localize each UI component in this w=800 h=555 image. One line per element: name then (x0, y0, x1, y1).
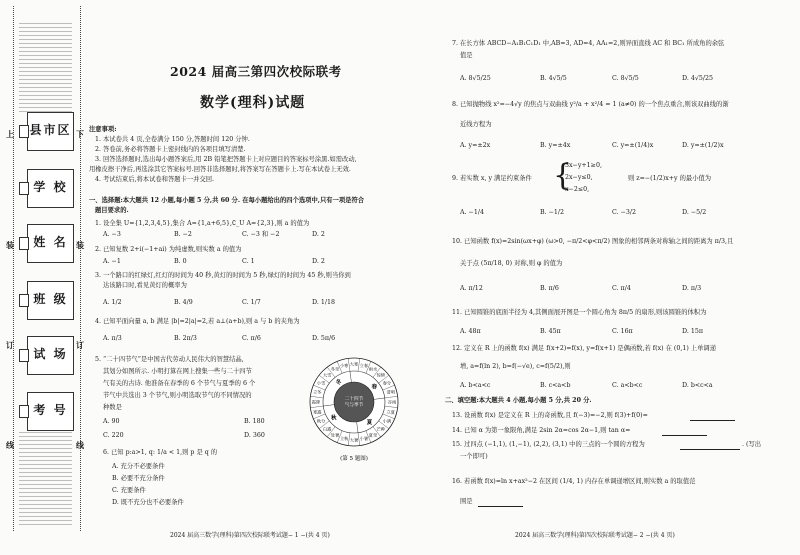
field-name-label: 姓 名 (33, 235, 68, 249)
field-number-label: 考 号 (33, 403, 68, 417)
q11-stem: 11. 已知圆锥的底面半径为 4,其侧面展开图是一个圆心角为 8π/5 的扇形,则该圆锥的体积为 (452, 309, 707, 316)
footer-left: 2024 届高三数学(理科)第四次校际联考试题− 1 −(共 4 页) (170, 532, 330, 539)
q1-opt-a: A. −3 (103, 231, 121, 238)
q1-opt-d: D. 2 (312, 231, 325, 238)
notice-item-4: 4. 考试结束后,将本试卷和答题卡一并交回. (95, 176, 215, 183)
field-number-tab (19, 405, 29, 418)
q6-stem: 6. 已知 p:a>1, q: 1/a < 1,则 p 是 q 的 (103, 449, 218, 456)
field-class-tab (19, 294, 29, 307)
wheel-term-label: 清明 (386, 389, 395, 395)
q8-stem: 8. 已知抛物线 x²=−4√y 的焦点与双曲线 y²/a + x²/4 = 1 (a≠0) 的一个焦点重合,则该双曲线的渐 (452, 101, 729, 108)
q6-opt-d: D. 既不充分也不必要条件 (112, 499, 184, 506)
field-county-tab (19, 125, 29, 138)
field-name-box (27, 224, 74, 263)
wheel-term-label: 小满 (382, 418, 392, 424)
q9-opt-d: D. −5/2 (682, 209, 707, 216)
side-low-left: 订 (6, 340, 14, 350)
side-bot-left: 线 (6, 440, 14, 450)
q5-line-4: 节气中共选出 3 个节气,则小明选取节气的不同情况的 (103, 392, 252, 399)
field-room-label: 试 场 (33, 347, 68, 361)
q7-stem: 7. 在长方体 ABCD−A₁B₁C₁D₁ 中,AB=3, AD=4, AA₁=2,则异面直线 AC 和 BC₁ 所成角的余弦 (452, 40, 725, 47)
wheel-term-label: 谷雨 (387, 399, 397, 405)
wheel-inner-ring (334, 382, 374, 422)
q12-stem: 12. 定义在 R 上的函数 f(x) 满足 f(x+2)=f(x), y=f(x+1) 是偶函数,若 f(x) 在 (0,1) 上单调递 (452, 345, 716, 352)
q6-opt-c: C. 充要条件 (112, 487, 146, 494)
q10-opt-c: C. π/4 (612, 285, 631, 292)
q6-opt-a: A. 充分不必要条件 (112, 463, 165, 470)
field-county-label: 县市区 (29, 123, 72, 137)
q2-stem: 2. 已知复数 2+i(−1+ai) 为纯虚数,则实数 a 的值为 (95, 246, 242, 253)
exam-title: 2024 届高三第四次校际联考 (170, 64, 342, 79)
q15-tail: . (写出 (742, 441, 762, 448)
q11-opt-d: D. 15π (682, 328, 703, 335)
q9-constraint-1: 3x−y+1≥0, (565, 162, 602, 169)
field-number-box (27, 392, 74, 431)
wheel-term-label: 冬至 (330, 366, 340, 372)
q9-brace: { (553, 158, 573, 193)
wheel-season-label: 春 (371, 384, 377, 391)
q2-opt-b: B. 0 (174, 258, 187, 265)
q12-opt-d: D. b<c<a (682, 382, 713, 389)
field-class-box (27, 281, 74, 320)
q5-line-1: 5. “二十四节气”是中国古代劳动人民伟大的智慧结晶, (95, 356, 244, 363)
wheel-term-label: 大暑 (349, 437, 359, 443)
q4-opt-c: C. π/6 (242, 335, 261, 342)
side-bot-right: 线 (76, 440, 84, 450)
q5-opt-c: C. 220 (103, 432, 124, 439)
side-top-right: 下 (76, 129, 84, 139)
wheel-term-label: 惊蛰 (376, 372, 386, 378)
q16-stem-2: 围是 (460, 498, 473, 505)
field-school-box (27, 169, 74, 208)
q7-opt-b: B. 4√5/5 (540, 75, 567, 82)
q15-stem: 15. 过四点 (−1,1), (1,−1), (2,2), (3,1) 中的三点的一个圆的方程为 (452, 441, 645, 448)
q5-line-2: 其划分如图所示. 小明打算在网上搜集一些与二十四节 (103, 368, 252, 375)
wheel-caption: (第 5 题图) (340, 456, 368, 462)
q9-opt-a: A. −1/4 (460, 209, 484, 216)
wheel-term-label: 大雪 (322, 372, 332, 378)
q4-opt-b: B. 2π/3 (174, 335, 197, 342)
q9-opt-b: B. −1/2 (540, 209, 565, 216)
q7-opt-d: D. 4√5/25 (682, 75, 713, 82)
wheel-term-label: 小暑 (359, 436, 369, 442)
wheel-term-label: 秋分 (316, 418, 326, 424)
q2-opt-a: A. −1 (103, 258, 121, 265)
wheel-term-label: 立冬 (313, 389, 322, 395)
q8-opt-a: A. y=±2x (460, 142, 491, 149)
q13-stem: 13. 设函数 f(x) 是定义在 R 上的奇函数,且 f(−3)=−2,则 f(3)+f(0)= (452, 412, 648, 419)
q3-stem-2: 达该路口时,看见黄灯的概率为 (103, 282, 187, 289)
q8-opt-d: D. y=±(1/2)x (682, 142, 724, 149)
q9-constraint-2: 2x−y≤0, (565, 174, 593, 181)
side-mid-left: 装 (6, 240, 14, 250)
field-school-label: 学 校 (33, 180, 68, 194)
wheel-center-line-2: 气与季节 (344, 403, 364, 408)
q2-opt-d: D. 2 (312, 258, 325, 265)
exam-subject: 数学(理科)试题 (200, 95, 306, 111)
wheel-term-label: 大寒 (349, 361, 359, 367)
q8-opt-b: B. y=±4x (540, 142, 571, 149)
field-room-box (27, 336, 74, 375)
q10-opt-a: A. π/12 (460, 285, 483, 292)
cut-line-left (13, 6, 14, 531)
side-mid-right: 装 (76, 240, 84, 250)
wheel-season-label: 冬 (335, 379, 342, 386)
q3-opt-c: C. 1/7 (242, 299, 261, 306)
solar-terms-wheel (308, 356, 400, 464)
wheel-term-label: 立秋 (339, 436, 349, 442)
side-low-right: 订 (76, 340, 84, 350)
cut-line-right (80, 6, 81, 531)
wheel-term-label: 小寒 (339, 362, 349, 368)
wheel-term-label: 立春 (359, 362, 369, 368)
q4-opt-a: A. π/3 (103, 335, 122, 342)
notice-item-1: 1. 本试卷共 4 页,全卷满分 150 分,答题时间 120 分钟. (95, 136, 250, 143)
q3-opt-b: B. 4/9 (174, 299, 193, 306)
wheel-term-label: 夏至 (368, 432, 378, 438)
q2-opt-c: C. 1 (242, 258, 255, 265)
wheel-term-label: 寒露 (313, 409, 322, 415)
q10-stem-2: 关于点 (5π/18, 0) 对称,则 φ 的值为 (460, 260, 563, 267)
wheel-term-label: 雨水 (368, 366, 378, 372)
q1-opt-c: C. −3 和 −2 (242, 231, 280, 238)
q5-line-5: 种数是 (103, 404, 122, 411)
q7-stem-2: 值是 (460, 52, 473, 59)
q12-stem-2: 增, a=f(ln 2), b=f(−√e), c=f(5/2),则 (460, 363, 571, 370)
q4-opt-d: D. 5π/6 (312, 335, 336, 342)
notice-item-3b: 用橡皮擦干净后,再选涂其它答案标号.回答非选择题时,将答案写在答题卡上.写在本试卷上无效. (89, 166, 351, 173)
q8-opt-c: C. y=±(1/4)x (612, 142, 654, 149)
side-top-left: 上 (6, 129, 14, 139)
q7-opt-a: A. 8√5/25 (460, 75, 491, 82)
notice-item-2: 2. 答卷前,务必将答题卡上密封线内的各项目填写清楚. (95, 146, 246, 153)
q1-opt-b: B. −2 (174, 231, 192, 238)
wheel-term-label: 处暑 (330, 432, 340, 438)
q5-opt-d: D. 360 (244, 432, 265, 439)
wheel-season-label: 秋 (331, 415, 337, 422)
field-school-tab (19, 182, 29, 195)
footer-right: 2024 届高三数学(理科)第四次校际联考试题− 2 −(共 4 页) (515, 532, 675, 539)
section1-title: 一、选择题:本大题共 12 小题,每小题 5 分,共 60 分. 在每小题给出的四个选项中,只有一项是符合 (89, 197, 365, 204)
wheel-season-label: 夏 (366, 420, 373, 427)
section1-title-2: 题目要求的. (95, 207, 129, 214)
q10-opt-b: B. π/6 (540, 285, 559, 292)
q3-stem: 3. 一个路口的红绿灯,红灯的时间为 40 秒,黄灯的时间为 5 秒,绿灯的时间为 45 秒,则当你到 (95, 272, 351, 279)
q9-stem-2: 则 z=−(1/2)x+y 的最小值为 (628, 175, 712, 182)
field-class-label: 班 级 (33, 292, 68, 306)
q5-line-3: 气有关的古诗. 他准备在春季的 6 个节气与夏季的 6 个 (103, 380, 256, 387)
q14-blank[interactable] (662, 435, 707, 436)
wheel-term-label: 春分 (382, 380, 392, 386)
q11-opt-b: B. 45π (540, 328, 561, 335)
q15-blank[interactable] (680, 449, 740, 450)
q12-opt-b: B. c<a<b (540, 382, 571, 389)
wheel-term-label: 霜降 (311, 399, 321, 405)
notice-item-3: 3. 回答选择题时,选出每小题答案后,用 2B 铅笔把答题卡上对应题目的答案标号涂黑.如需改动, (95, 156, 357, 163)
q6-opt-b: B. 必要不充分条件 (112, 475, 165, 482)
q10-stem: 10. 已知函数 f(x)=2sin(ωx+φ) (ω>0, −π/2<φ<π/2) 图象的相邻两条对称轴之间的距离为 π/3,且 (452, 238, 734, 245)
q7-opt-c: C. 8√5/5 (612, 75, 639, 82)
field-county-box (27, 112, 74, 151)
q1-stem: 1. 设全集 U={1,2,3,4,5},集合 A={1,a+6,5},∁_U A={2,3},则 a 的值为 (95, 220, 310, 227)
wheel-term-label: 白露 (322, 426, 332, 432)
q9-stem: 9. 若实数 x, y 满足约束条件 (452, 175, 532, 182)
field-name-tab (19, 237, 29, 250)
hatch-top (19, 22, 72, 112)
q16-blank[interactable] (478, 506, 523, 507)
q16-stem: 16. 若函数 f(x)=ln x+ax²−2 在区间 (1/4, 1) 内存在单调递增区间,则实数 a 的取值范 (452, 478, 696, 485)
hatch-bottom (19, 430, 72, 525)
q9-constraint-3: x−2≤0, (565, 186, 590, 193)
field-room-tab (19, 349, 29, 362)
q13-blank[interactable] (690, 420, 735, 421)
q11-opt-a: A. 48π (460, 328, 481, 335)
q14-stem: 14. 已知 α 为第一象限角,满足 2sin 2α=cos 2α−1,则 tan α= (452, 427, 631, 434)
q3-opt-d: D. 1/18 (312, 299, 335, 306)
notice-title: 注意事项: (89, 126, 117, 133)
wheel-term-label: 小雪 (316, 380, 326, 386)
q5-opt-b: B. 180 (244, 418, 265, 425)
q12-opt-a: A. b<a<c (460, 382, 491, 389)
q11-opt-c: C. 16π (612, 328, 633, 335)
q8-stem-2: 近线方程为 (460, 121, 492, 128)
wheel-center-line-1: 二十四节 (344, 397, 364, 402)
q10-opt-d: D. π/3 (682, 285, 702, 292)
q15-stem-2: 一个即可) (460, 453, 488, 460)
q5-opt-a: A. 90 (103, 418, 120, 425)
q12-opt-c: C. a<b<c (612, 382, 643, 389)
q3-opt-a: A. 1/2 (103, 299, 122, 306)
section2-title: 二、填空题:本大题共 4 小题,每小题 5 分,共 20 分. (445, 397, 592, 404)
q9-opt-c: C. −3/2 (612, 209, 637, 216)
q4-stem: 4. 已知平面向量 a, b 满足 |b|=2|a|=2,若 a⊥(a+b),则 a 与 b 的夹角为 (95, 318, 300, 325)
wheel-term-label: 芒种 (376, 426, 386, 432)
wheel-term-label: 立夏 (386, 409, 395, 415)
